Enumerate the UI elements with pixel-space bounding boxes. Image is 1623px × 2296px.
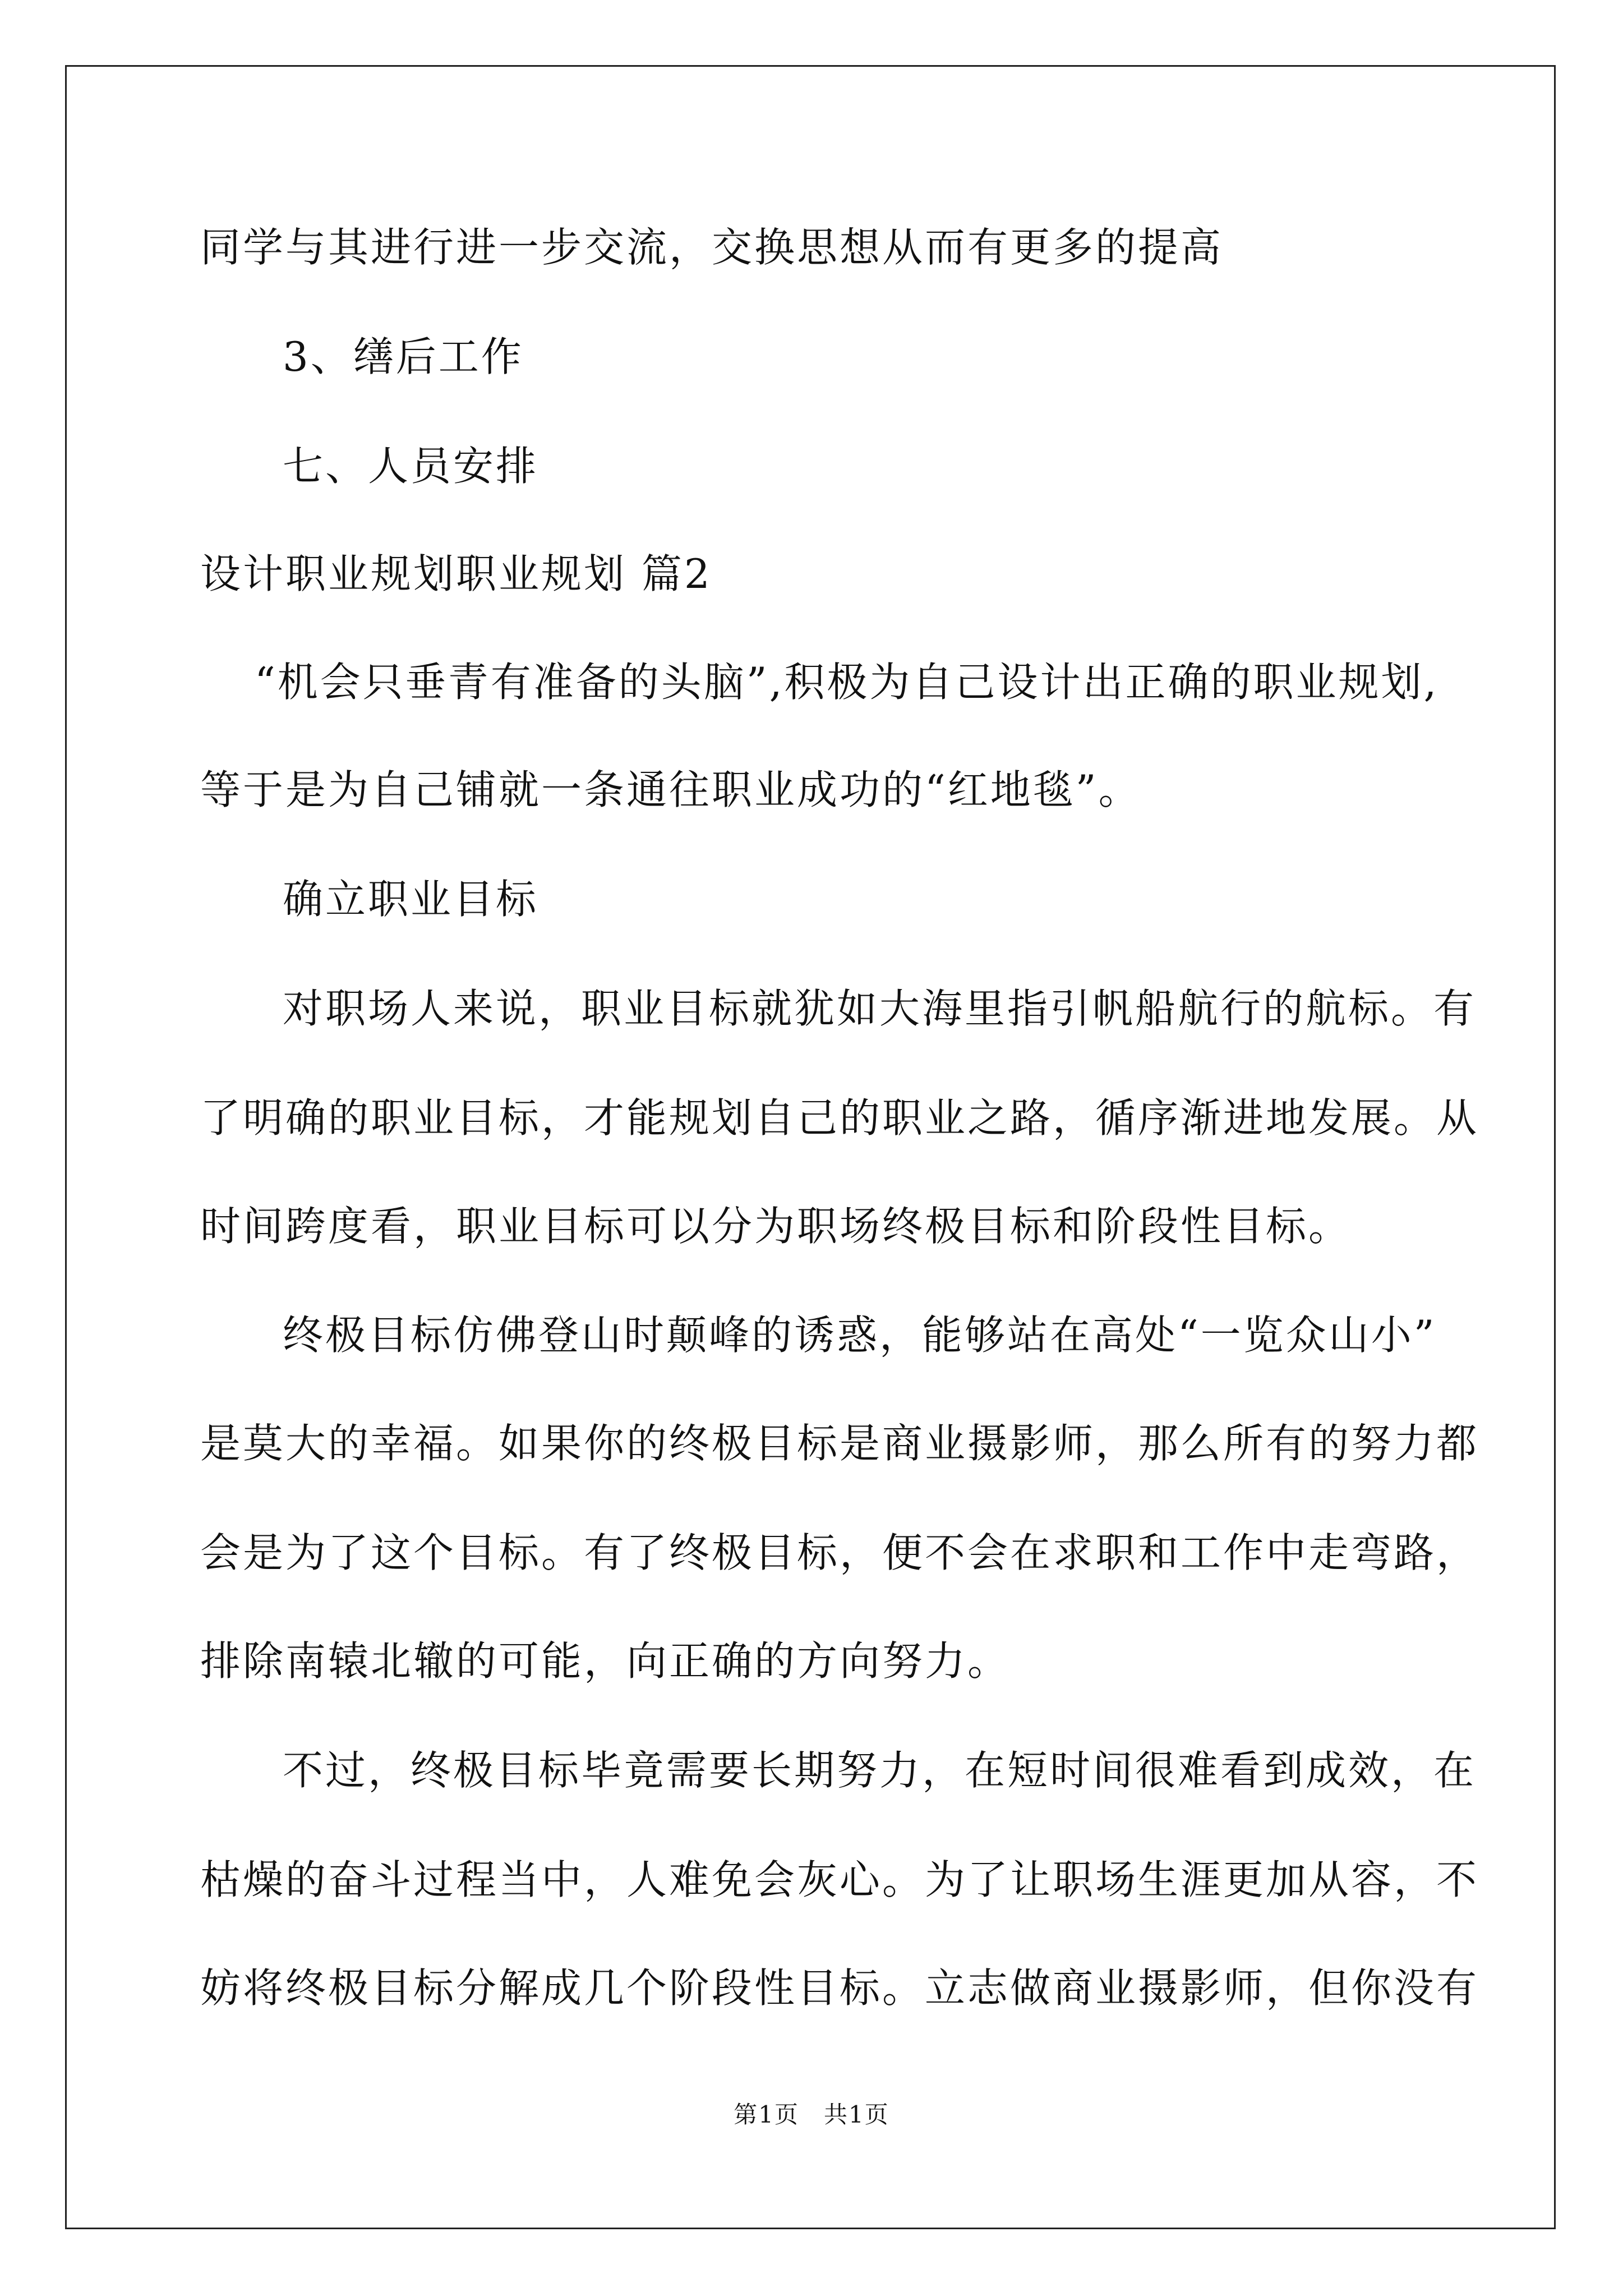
list-item-heading: 3、缮后工作 bbox=[283, 333, 524, 380]
section-heading: 七、人员安排 bbox=[283, 443, 539, 490]
text-line: 了明确的职业目标，才能规划自己的职业之路，循序渐进地发展。从 bbox=[200, 1094, 1479, 1142]
text-line: 枯燥的奋斗过程当中，人难免会灰心。为了让职场生涯更加从容，不 bbox=[200, 1856, 1479, 1903]
text-line: 不过，终极目标毕竟需要长期努力，在短时间很难看到成效，在 bbox=[283, 1747, 1477, 1794]
text-line: “机会只垂青有准备的头脑”,积极为自己设计出正确的职业规划, bbox=[255, 659, 1439, 706]
text-line: 是莫大的幸福。如果你的终极目标是商业摄影师，那么所有的努力都 bbox=[200, 1420, 1479, 1467]
text-line: 排除南辕北辙的可能，向正确的方向努力。 bbox=[200, 1637, 1011, 1685]
text-line: 终极目标仿佛登山时颠峰的诱惑，能够站在高处“一览众山小” bbox=[283, 1312, 1437, 1359]
section-heading: 确立职业目标 bbox=[283, 876, 539, 923]
text-line: 等于是为自己铺就一条通往职业成功的“红地毯”。 bbox=[200, 766, 1141, 813]
text-line: 妨将终极目标分解成几个阶段性目标。立志做商业摄影师，但你没有 bbox=[200, 1964, 1479, 2012]
article-title: 设计职业规划职业规划 篇2 bbox=[200, 550, 712, 597]
text-line: 对职场人来说，职业目标就犹如大海里指引帆船航行的航标。有 bbox=[283, 985, 1477, 1032]
text-line: 会是为了这个目标。有了终极目标，便不会在求职和工作中走弯路， bbox=[200, 1529, 1479, 1576]
text-line: 同学与其进行进一步交流，交换思想从而有更多的提高 bbox=[200, 224, 1224, 271]
page-number-footer: 第1页 共1页 bbox=[734, 2101, 889, 2128]
text-line: 时间跨度看，职业目标可以分为职场终极目标和阶段性目标。 bbox=[200, 1203, 1352, 1250]
